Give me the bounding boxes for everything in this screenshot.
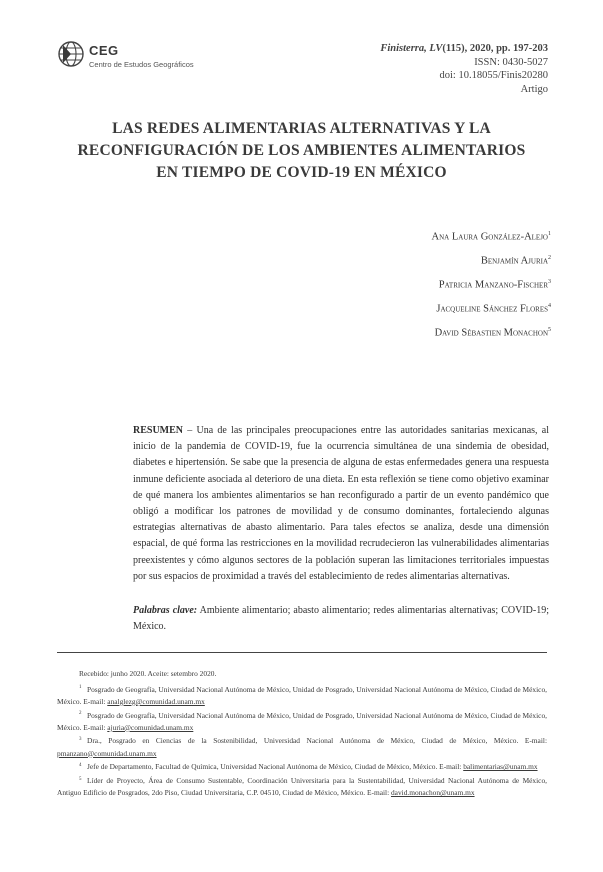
footnote-divider xyxy=(57,652,547,653)
logo-name: Centro de Estudos Geográficos xyxy=(89,60,194,69)
footnote: 5 Líder de Proyecto, Área de Consumo Sustentable, Coordinación Universitaria para la Sustentabilidad, Universidad Nacional Autónoma de México, Antiguo Edificio de Posgrados, 2do Piso, Ciudad Universitaria, C.P. 04510, Ciudad de México, México. E-mail: david.monachon@unam.mx xyxy=(57,775,547,798)
received-date: Recebido: junho 2020. Aceite: setembro 2020. xyxy=(79,669,217,678)
email-link[interactable]: ajuria@comunidad.unam.mx xyxy=(107,722,194,732)
journal-issue: (115), 2020, pp. 197-203 xyxy=(442,43,548,54)
keywords-label: Palabras clave: xyxy=(133,605,198,616)
logo-abbreviation: CEG xyxy=(89,43,119,58)
author: Benjamín Ajuria$^2$ xyxy=(480,255,551,267)
author: David Sébastien Monachon$^5$ xyxy=(434,327,551,339)
footnote: 2 Posgrado de Geografía, Universidad Nacional Autónoma de México, Unidad de Posgrado, Universidad Nacional Autónoma de México, Ciudad de México, México. E-mail: ajuria@comunidad.unam.mx xyxy=(57,710,547,732)
author: Jacqueline Sánchez Flores$^4$ xyxy=(436,303,551,315)
abstract-label: RESUMEN xyxy=(133,425,184,436)
footnote: 4 Jefe de Departamento, Facultad de Química, Universidad Nacional Autónoma de México, Ciudad de México, México. E-mail: balimentarias@unam.mx xyxy=(79,762,538,772)
globe-icon xyxy=(57,40,85,68)
article-type: Artigo xyxy=(520,83,548,95)
keywords-text: Ambiente alimentario; abasto alimentario; redes alimentarias alternativas; COVID-19; México. xyxy=(133,605,549,633)
email-link[interactable]: pmanzano@comunidad.unam.mx xyxy=(57,748,157,758)
author-list xyxy=(432,224,551,344)
title-line: EN TIEMPO DE COVID-19 EN MÉXICO xyxy=(156,164,447,181)
author: Ana Laura González-Alejo$^1$ xyxy=(431,231,551,243)
ceg-logo xyxy=(57,40,207,88)
journal-citation xyxy=(380,42,548,56)
title-line: LAS REDES ALIMENTARIAS ALTERNATIVAS Y LA xyxy=(112,120,491,137)
issn: ISSN: 0430-5027 xyxy=(474,56,548,68)
footnotes xyxy=(57,668,547,799)
title-line: RECONFIGURACIÓN DE LOS AMBIENTES ALIMENTARIOS xyxy=(77,142,526,159)
article-title xyxy=(40,118,563,184)
author: Patricia Manzano-Fischer$^3$ xyxy=(438,279,551,291)
footnote: 1 Posgrado de Geografía, Universidad Nacional Autónoma de México, Unidad de Posgrado, Universidad Nacional Autónoma de México, Ciudad de México, México. E-mail: analglezg@comunidad.unam.mx xyxy=(57,684,547,706)
journal-title: Finisterra, LV xyxy=(380,43,443,54)
email-link[interactable]: david.monachon@unam.mx xyxy=(390,788,475,798)
abstract xyxy=(133,423,549,585)
doi: doi: 10.18055/Finis20280 xyxy=(439,70,548,81)
keywords xyxy=(133,603,549,635)
footnote: 3 Dra., Posgrado en Ciencias de la Sostenibilidad, Universidad Nacional Autónoma de México, Ciudad de México, México. E-mail: pmanzano@comunidad.unam.mx xyxy=(57,736,547,758)
abstract-text: – Una de las principales preocupaciones entre las autoridades sanitarias mexicanas, al inicio de la pandemia de COVID-19, fue la ocurrencia simultánea de una sindemia de obesidad, diabetes e hipertensión. Se sabe que la presencia de alguna de estas enfermedades genera una respuesta inmune deficiente asociada al deterioro de una dieta. En esta reflexión se tiene como objetivo examinar de qué manera los ambientes alimentarios se han reconfigurado a partir de un evento pandémico que obligó a modificar los patrones de movilidad y de consumo dominantes, fortaleciendo algunas estrategias alternativas de abasto alimentario. Para tales efectos se analiza, desde una dimensión espacial, de qué forma las restricciones en la movilidad recrudecieron las vulnerabilidades alimentarias preexistentes y cómo algunos sectores de la población superan las limitaciones territoriales impuestas por sus espacios de proximidad a través del establecimiento de redes alimentarias alternativas. xyxy=(133,425,549,582)
journal-info xyxy=(380,42,548,96)
email-link[interactable]: balimentarias@unam.mx xyxy=(463,762,538,772)
email-link[interactable]: analglezg@comunidad.unam.mx xyxy=(107,696,205,706)
